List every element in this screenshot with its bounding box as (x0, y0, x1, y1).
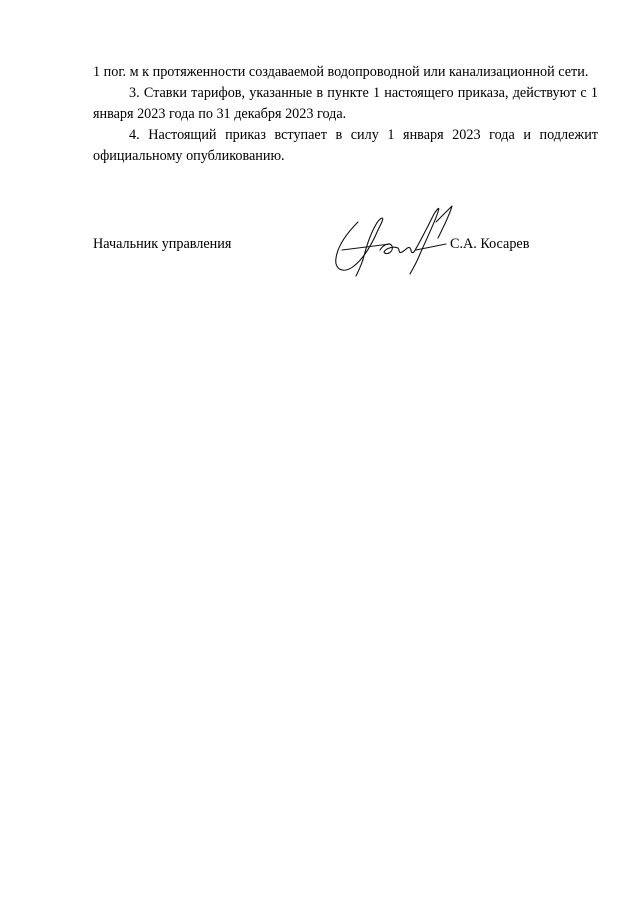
handwritten-signature-icon (328, 204, 458, 280)
paragraph-item-4: 4. Настоящий приказ вступает в силу 1 января 2023 года и подлежит официальному опубликованию. (93, 127, 598, 164)
paragraph-continuation: 1 пог. м к протяженности создаваемой водопроводной или канализационной сети. (93, 64, 589, 80)
signatory-title: Начальник управления (93, 236, 232, 252)
paragraph-item-3: 3. Ставки тарифов, указанные в пункте 1 настоящего приказа, действуют с 1 января 2023 года по 31 декабря 2023 года. (93, 85, 598, 122)
document-body (93, 62, 598, 167)
signatory-name: С.А. Косарев (450, 236, 530, 252)
